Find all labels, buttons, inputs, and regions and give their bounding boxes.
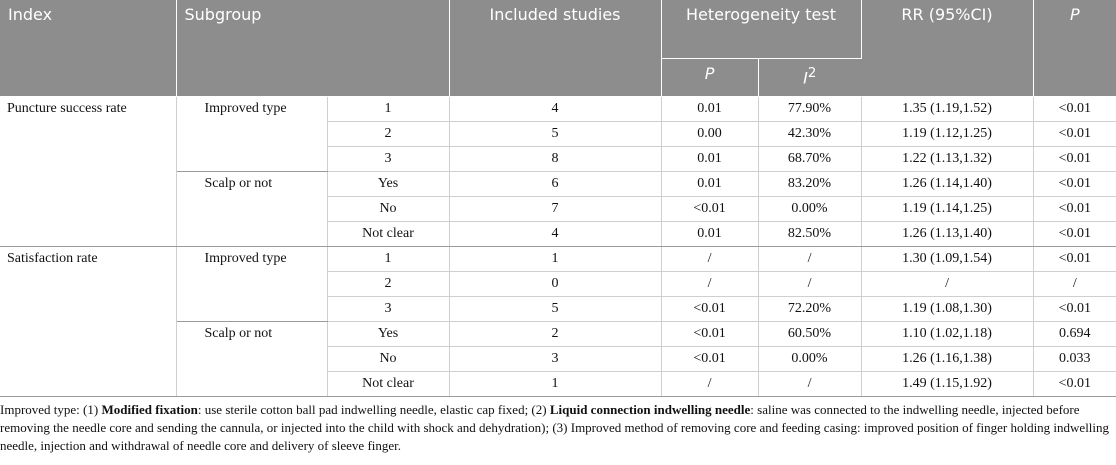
cell-included-studies: 8 xyxy=(449,146,661,171)
table-footnote: Improved type: (1) Modified fixation: use sterile cotton ball pad indwelling needle, elastic cap fixed; (2) Liquid connection indwelling needle: saline was connected to the indwelling needle, injected before removing the needle core and sending the cannula, or injected into the child with shock and dehydration); (3) Improved method of removing core and feeding casing: improved position of finger holding indwelling needle, injection and withdrawal of needle core and delivery of sleeve finger. xyxy=(0,402,1110,453)
header-subgroup: Subgroup xyxy=(176,0,449,96)
header-het-i2: $I^2$ xyxy=(758,58,861,96)
header-p: P xyxy=(1033,0,1116,96)
cell-het-i2: 42.30% xyxy=(758,121,861,146)
cell-level: 2 xyxy=(327,121,449,146)
cell-het-i2: 82.50% xyxy=(758,221,861,246)
cell-het-i2: 0.00% xyxy=(758,196,861,221)
cell-rr: 1.30 (1.09,1.54) xyxy=(861,246,1033,271)
cell-het-p: 0.01 xyxy=(661,96,758,121)
cell-rr: 1.19 (1.14,1.25) xyxy=(861,196,1033,221)
cell-level: Yes xyxy=(327,321,449,346)
cell-included-studies: 1 xyxy=(449,246,661,271)
cell-het-i2: 0.00% xyxy=(758,346,861,371)
header-rr: RR (95%CI) xyxy=(861,0,1033,96)
cell-included-studies: 1 xyxy=(449,371,661,396)
table-header xyxy=(0,0,1116,96)
cell-rr: 1.26 (1.13,1.40) xyxy=(861,221,1033,246)
cell-level: 1 xyxy=(327,246,449,271)
cell-subgroup: Scalp or not xyxy=(176,171,327,246)
cell-level: 2 xyxy=(327,271,449,296)
table-row xyxy=(0,96,1116,121)
cell-level: Yes xyxy=(327,171,449,196)
cell-p: <0.01 xyxy=(1033,296,1116,321)
cell-p: <0.01 xyxy=(1033,121,1116,146)
cell-subgroup: Improved type xyxy=(176,96,327,171)
cell-level: Not clear xyxy=(327,221,449,246)
cell-p: <0.01 xyxy=(1033,221,1116,246)
cell-p: 0.033 xyxy=(1033,346,1116,371)
cell-p: <0.01 xyxy=(1033,171,1116,196)
cell-level: No xyxy=(327,346,449,371)
cell-het-p: <0.01 xyxy=(661,196,758,221)
cell-included-studies: 6 xyxy=(449,171,661,196)
table-body xyxy=(0,96,1116,396)
footnote-bold-2: Liquid connection indwelling needle xyxy=(549,402,751,417)
cell-rr: 1.26 (1.16,1.38) xyxy=(861,346,1033,371)
cell-included-studies: 5 xyxy=(449,121,661,146)
cell-subgroup: Improved type xyxy=(176,246,327,321)
cell-included-studies: 4 xyxy=(449,221,661,246)
header-het-p: P xyxy=(661,58,758,96)
header-included-studies: Included studies xyxy=(449,0,661,96)
cell-included-studies: 4 xyxy=(449,96,661,121)
cell-rr: 1.19 (1.12,1.25) xyxy=(861,121,1033,146)
cell-included-studies: 7 xyxy=(449,196,661,221)
cell-included-studies: 3 xyxy=(449,346,661,371)
cell-het-p: 0.00 xyxy=(661,121,758,146)
cell-het-p: <0.01 xyxy=(661,346,758,371)
cell-p: 0.694 xyxy=(1033,321,1116,346)
cell-p: <0.01 xyxy=(1033,196,1116,221)
cell-het-i2: 83.20% xyxy=(758,171,861,196)
cell-p: <0.01 xyxy=(1033,146,1116,171)
cell-index: Satisfaction rate xyxy=(0,246,176,396)
cell-rr: 1.19 (1.08,1.30) xyxy=(861,296,1033,321)
cell-het-p: <0.01 xyxy=(661,321,758,346)
cell-included-studies: 5 xyxy=(449,296,661,321)
cell-het-i2: 60.50% xyxy=(758,321,861,346)
cell-p: / xyxy=(1033,271,1116,296)
cell-het-p: 0.01 xyxy=(661,146,758,171)
cell-rr: / xyxy=(861,271,1033,296)
cell-het-p: 0.01 xyxy=(661,171,758,196)
cell-het-p: / xyxy=(661,271,758,296)
header-index: Index xyxy=(0,0,176,96)
cell-level: 3 xyxy=(327,146,449,171)
cell-het-i2: 72.20% xyxy=(758,296,861,321)
cell-rr: 1.10 (1.02,1.18) xyxy=(861,321,1033,346)
cell-rr: 1.26 (1.14,1.40) xyxy=(861,171,1033,196)
cell-het-i2: / xyxy=(758,371,861,396)
table-row xyxy=(0,246,1116,271)
cell-level: 3 xyxy=(327,296,449,321)
cell-rr: 1.22 (1.13,1.32) xyxy=(861,146,1033,171)
cell-het-p: 0.01 xyxy=(661,221,758,246)
cell-p: <0.01 xyxy=(1033,96,1116,121)
cell-het-p: <0.01 xyxy=(661,296,758,321)
cell-het-i2: / xyxy=(758,246,861,271)
cell-included-studies: 2 xyxy=(449,321,661,346)
cell-het-i2: 77.90% xyxy=(758,96,861,121)
cell-level: 1 xyxy=(327,96,449,121)
header-heterogeneity-test: Heterogeneity test xyxy=(661,0,861,58)
cell-level: Not clear xyxy=(327,371,449,396)
cell-het-p: / xyxy=(661,371,758,396)
cell-index: Puncture success rate xyxy=(0,96,176,246)
cell-subgroup: Scalp or not xyxy=(176,321,327,396)
cell-rr: 1.49 (1.15,1.92) xyxy=(861,371,1033,396)
cell-included-studies: 0 xyxy=(449,271,661,296)
cell-level: No xyxy=(327,196,449,221)
cell-het-i2: 68.70% xyxy=(758,146,861,171)
footnote-bold-1: Modified fixation xyxy=(101,402,198,417)
cell-het-i2: / xyxy=(758,271,861,296)
cell-p: <0.01 xyxy=(1033,246,1116,271)
cell-het-p: / xyxy=(661,246,758,271)
cell-p: <0.01 xyxy=(1033,371,1116,396)
cell-rr: 1.35 (1.19,1.52) xyxy=(861,96,1033,121)
